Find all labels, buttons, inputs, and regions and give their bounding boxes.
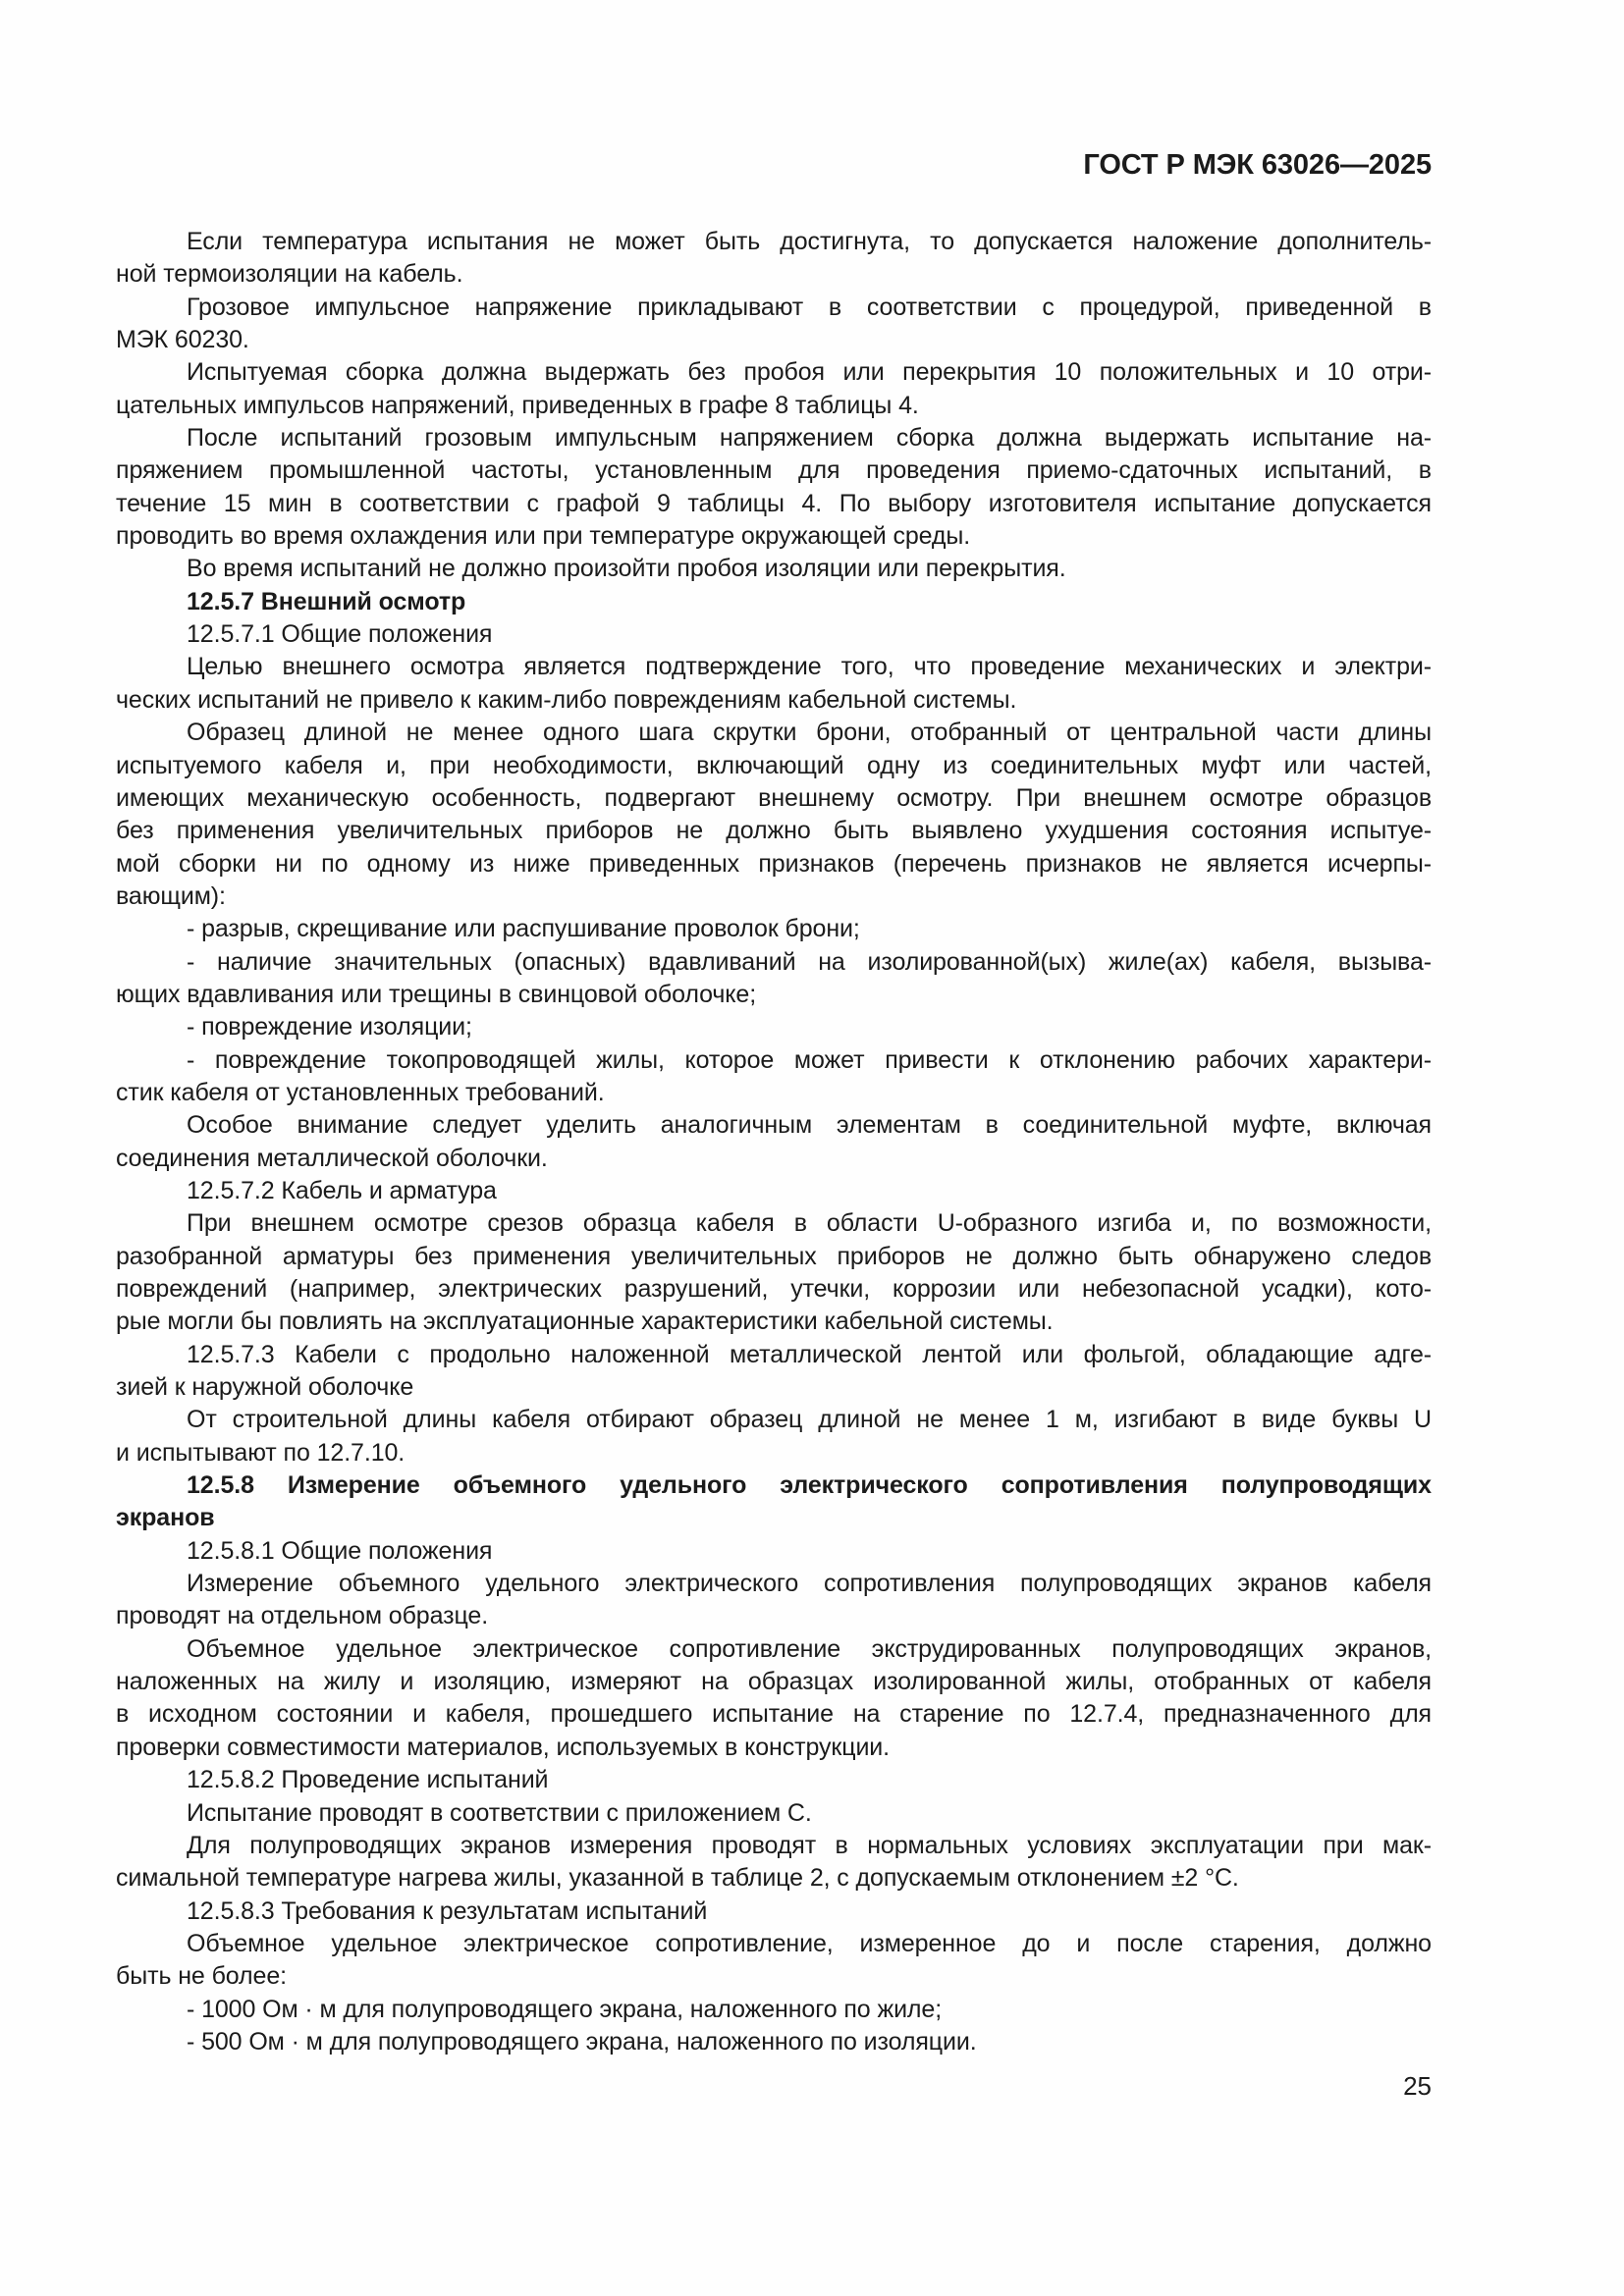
paragraph xyxy=(116,1404,1432,1469)
text-line: После испытаний грозовым импульсным напряжением сборка должна выдержать испытание на- xyxy=(187,424,1432,453)
text-line: Целью внешнего осмотра является подтверждение того, что проведение механических и электри- xyxy=(187,653,1432,681)
text-line: 12.5.7.2 Кабель и арматура xyxy=(187,1176,497,1204)
text-line: Особое внимание следует уделить аналогичным элементам в соединительной муфте, включая xyxy=(187,1111,1432,1140)
paragraph xyxy=(116,618,1432,651)
text-line: 12.5.8.1 Общие положения xyxy=(187,1536,493,1565)
paragraph xyxy=(116,717,1432,913)
text-line: разобранной арматуры без применения увеличительных приборов не должно быть обнаружено следов xyxy=(116,1242,1432,1270)
text-line: зией к наружной оболочке xyxy=(116,1373,414,1402)
paragraph xyxy=(116,1764,1432,1796)
paragraph xyxy=(116,422,1432,553)
paragraph xyxy=(116,1339,1432,1405)
text-line: в исходном состоянии и кабеля, прошедшего испытание на старение по 12.7.4, предназначенного для xyxy=(116,1700,1432,1729)
text-line: повреждений (например, электрических разрушений, утечки, коррозии или небезопасной усадки), кото- xyxy=(116,1275,1432,1303)
text-line: мой сборки ни по одному из ниже приведенных признаков (перечень признаков не является исчерпы- xyxy=(116,849,1432,878)
text-line: Для полупроводящих экранов измерения проводят в нормальных условиях эксплуатации при мак- xyxy=(187,1831,1432,1859)
text-line: 12.5.7.3 Кабели с продольно наложенной металлической лентой или фольгой, обладающие адге- xyxy=(187,1340,1432,1368)
text-line: Во время испытаний не должно произойти пробоя изоляции или перекрытия. xyxy=(187,555,1066,583)
text-line: При внешнем осмотре срезов образца кабеля в области U-образного изгиба и, по возможности, xyxy=(187,1209,1432,1238)
text-line: Объемное удельное электрическое сопротивление, измеренное до и после старения, должно xyxy=(187,1929,1432,1957)
text-line: МЭК 60230. xyxy=(116,326,249,354)
text-line: - наличие значительных (опасных) вдавливаний на изолированной(ых) жиле(ах) кабеля, вызыва- xyxy=(187,947,1432,976)
text-line: Грозовое импульсное напряжение прикладывают в соответствии с процедурой, приведенной в xyxy=(187,293,1432,321)
text-line: 12.5.8.3 Требования к результатам испытаний xyxy=(187,1896,708,1925)
paragraph xyxy=(116,553,1432,585)
text-line: и испытывают по 12.7.10. xyxy=(116,1438,406,1467)
paragraph xyxy=(116,651,1432,717)
text-line: - разрыв, скрещивание или распушивание проволок брони; xyxy=(187,915,860,943)
text-line: - повреждение токопроводящей жилы, которое может привести к отклонению рабочих характери- xyxy=(187,1045,1432,1074)
text-line: имеющих механическую особенность, подвергают внешнему осмотру. При внешнем осмотре образцов xyxy=(116,783,1432,812)
text-line: быть не более: xyxy=(116,1962,287,1991)
text-line: экранов xyxy=(116,1504,215,1532)
text-line: Объемное удельное электрическое сопротивление экструдированных полупроводящих экранов, xyxy=(187,1634,1432,1663)
paragraph xyxy=(116,356,1432,422)
section-heading xyxy=(116,586,1432,618)
text-line: Образец длиной не менее одного шага скрутки брони, отобранный от центральной части длины xyxy=(187,719,1432,747)
text-line: - 500 Ом · м для полупроводящего экрана, наложенного по изоляции. xyxy=(187,2027,977,2056)
paragraph xyxy=(116,1175,1432,1207)
paragraph xyxy=(116,913,1432,945)
text-line: без применения увеличительных приборов не должно быть выявлено ухудшения состояния испытуе- xyxy=(116,817,1432,845)
standard-designation: ГОСТ Р МЭК 63026—2025 xyxy=(1083,149,1432,181)
text-line: Измерение объемного удельного электрического сопротивления полупроводящих экранов кабеля xyxy=(187,1570,1432,1598)
text-line: Если температура испытания не может быть достигнута, то допускается наложение дополнитель- xyxy=(187,228,1432,255)
section-heading xyxy=(116,1469,1432,1535)
page-number: 25 xyxy=(1403,2071,1432,2101)
text-line: проводят на отдельном образце. xyxy=(116,1602,489,1630)
document-body xyxy=(116,226,1432,2058)
text-line: - повреждение изоляции; xyxy=(187,1013,472,1041)
paragraph xyxy=(116,1044,1432,1110)
paragraph xyxy=(116,1207,1432,1338)
paragraph xyxy=(116,1994,1432,2026)
text-line: наложенных на жилу и изоляцию, измеряют на образцах изолированной жилы, отобранных от кабеля xyxy=(116,1668,1432,1696)
paragraph xyxy=(116,1633,1432,1764)
text-line: ющих вдавливания или трещины в свинцовой оболочке; xyxy=(116,980,757,1008)
paragraph xyxy=(116,226,1432,292)
text-line: Испытуемая сборка должна выдержать без пробоя или перекрытия 10 положительных и 10 отри- xyxy=(187,358,1432,387)
text-line: 12.5.7 Внешний осмотр xyxy=(187,587,466,615)
text-line: стик кабеля от установленных требований. xyxy=(116,1078,605,1106)
text-line: проводить во время охлаждения или при температуре окружающей среды. xyxy=(116,522,971,551)
paragraph xyxy=(116,2026,1432,2058)
text-line: 12.5.8.2 Проведение испытаний xyxy=(187,1766,549,1794)
text-line: ной термоизоляции на кабель. xyxy=(116,260,463,289)
text-line: течение 15 мин в соответствии с графой 9 таблицы 4. По выбору изготовителя испытание допускается xyxy=(116,489,1432,517)
paragraph xyxy=(116,1896,1432,1928)
text-line: цательных импульсов напряжений, приведенных в графе 8 таблицы 4. xyxy=(116,391,919,419)
paragraph xyxy=(116,1928,1432,1994)
text-line: вающим): xyxy=(116,881,226,910)
text-line: рые могли бы повлиять на эксплуатационные характеристики кабельной системы. xyxy=(116,1308,1054,1336)
text-line: От строительной длины кабеля отбирают образец длиной не менее 1 м, изгибают в виде буквы U xyxy=(187,1406,1432,1434)
text-line: Испытание проводят в соответствии с приложением С. xyxy=(187,1798,812,1827)
paragraph xyxy=(116,1011,1432,1043)
text-line: 12.5.7.1 Общие положения xyxy=(187,620,493,649)
paragraph xyxy=(116,946,1432,1012)
text-line: 12.5.8 Измерение объемного удельного электрического сопротивления полупроводящих xyxy=(187,1471,1432,1500)
paragraph xyxy=(116,292,1432,357)
text-line: испытуемого кабеля и, при необходимости, включающий одну из соединительных муфт или частей, xyxy=(116,751,1432,779)
paragraph xyxy=(116,1797,1432,1830)
paragraph xyxy=(116,1830,1432,1896)
text-line: пряжением промышленной частоты, установленным для проведения приемо-сдаточных испытаний, в xyxy=(116,456,1432,485)
text-line: проверки совместимости материалов, используемых в конструкции. xyxy=(116,1733,891,1761)
text-line: - 1000 Ом · м для полупроводящего экрана, наложенного по жиле; xyxy=(187,1995,943,2023)
paragraph xyxy=(116,1109,1432,1175)
text-line: соединения металлической оболочки. xyxy=(116,1144,548,1172)
text-line: ческих испытаний не привело к каким-либо повреждениям кабельной системы. xyxy=(116,685,1017,714)
text-line: симальной температуре нагрева жилы, указанной в таблице 2, с допускаемым отклонением ±2 °С. xyxy=(116,1864,1239,1893)
paragraph xyxy=(116,1568,1432,1633)
paragraph xyxy=(116,1535,1432,1568)
